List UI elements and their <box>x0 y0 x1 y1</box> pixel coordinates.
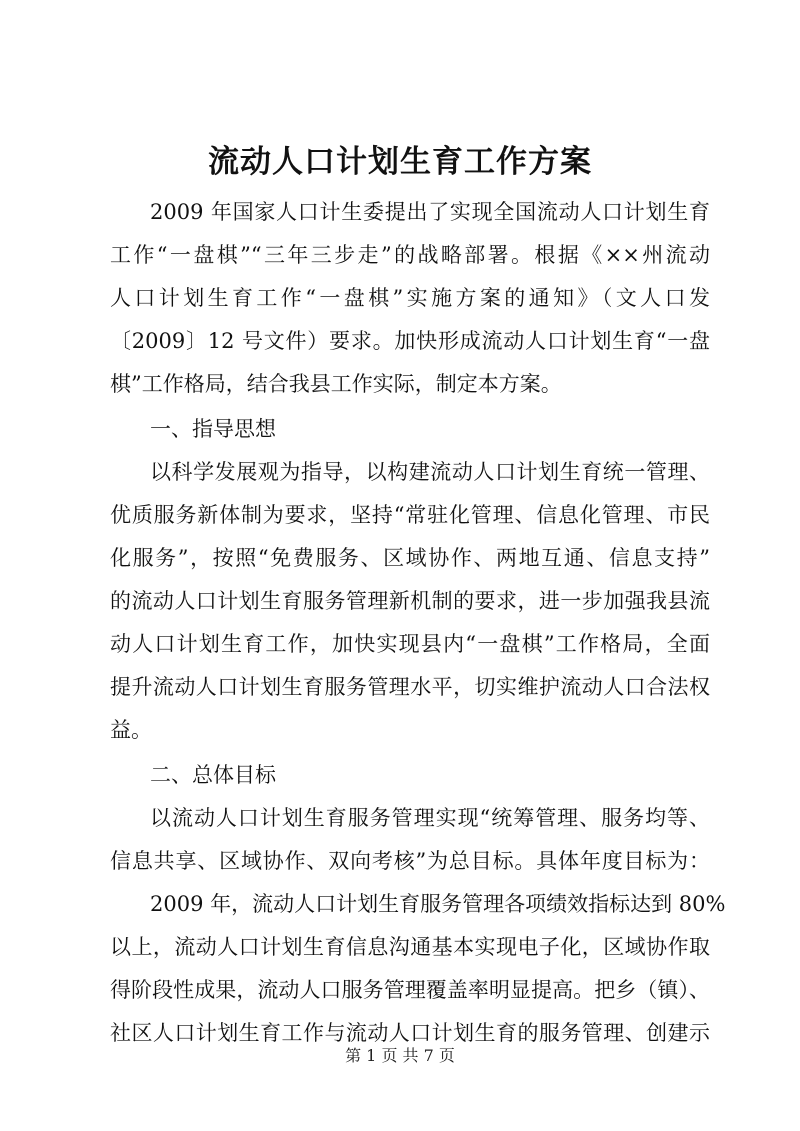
section-heading: 二、总体目标 <box>150 763 276 787</box>
paragraph-line: 益。 <box>110 718 152 742</box>
page-footer: 第 1 页 共 7 页 <box>345 1046 455 1065</box>
paragraph-line: 以科学发展观为指导，以构建流动人口计划生育统一管理、 <box>150 460 710 484</box>
paragraph-line: 工作“一盘棋”“三年三步走”的战略部署。根据《××州流动 <box>110 243 710 267</box>
paragraph-line: 2009 年国家人口计生委提出了实现全国流动人口计划生育 <box>150 200 710 224</box>
paragraph-line: 信息共享、区域协作、双向考核”为总目标。具体年度目标为： <box>110 849 710 873</box>
paragraph-line: 动人口计划生育工作，加快实现县内“一盘棋”工作格局，全面 <box>110 632 710 656</box>
paragraph-line: 人口计划生育工作“一盘棋”实施方案的通知》（文人口发 <box>110 286 710 310</box>
paragraph-line: 2009 年，流动人口计划生育服务管理各项绩效指标达到 80% <box>150 892 726 916</box>
paragraph-line: 社区人口计划生育工作与流动人口计划生育的服务管理、创建示 <box>110 1021 710 1045</box>
paragraph-line: 以流动人口计划生育服务管理实现“统筹管理、服务均等、 <box>150 806 710 830</box>
paragraph-line: 得阶段性成果，流动人口服务管理覆盖率明显提高。把乡（镇）、 <box>110 978 710 1002</box>
paragraph-line: 优质服务新体制为要求，坚持“常驻化管理、信息化管理、市民 <box>110 503 710 527</box>
document-title: 流动人口计划生育工作方案 <box>208 144 592 180</box>
paragraph-line: 的流动人口计划生育服务管理新机制的要求，进一步加强我县流 <box>110 589 710 613</box>
paragraph-line: 以上，流动人口计划生育信息沟通基本实现电子化，区域协作取 <box>110 935 710 959</box>
paragraph-line: 棋”工作格局，结合我县工作实际，制定本方案。 <box>110 372 562 396</box>
paragraph-line: 化服务”，按照“免费服务、区域协作、两地互通、信息支持” <box>110 546 710 570</box>
paragraph-line: 提升流动人口计划生育服务管理水平，切实维护流动人口合法权 <box>110 675 710 699</box>
paragraph-line: 〔2009〕12 号文件）要求。加快形成流动人口计划生育“一盘 <box>110 329 710 353</box>
section-heading: 一、指导思想 <box>150 417 276 441</box>
